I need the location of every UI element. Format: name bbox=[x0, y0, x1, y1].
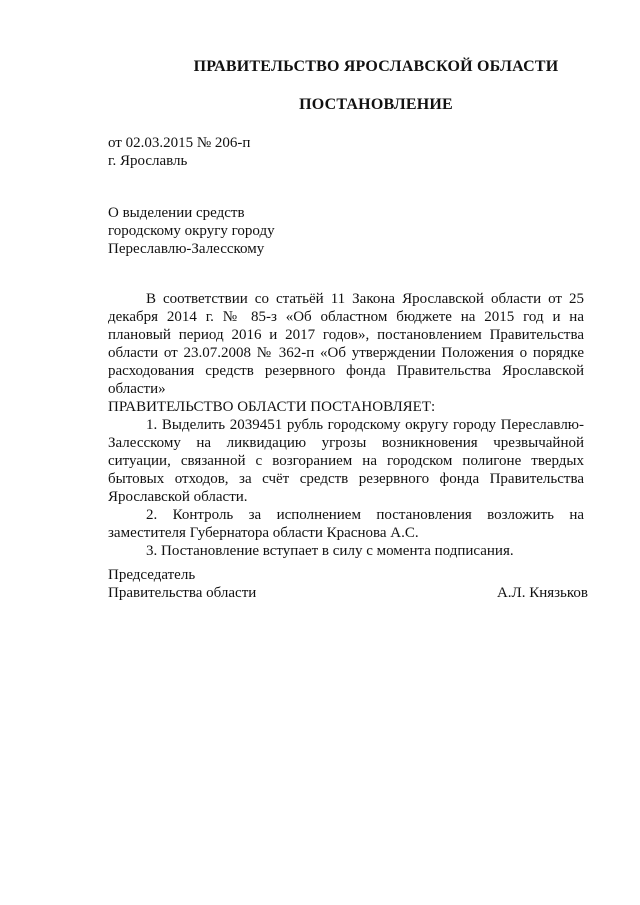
subject-line-1: О выделении средств bbox=[108, 205, 245, 221]
date-number: от 02.03.2015 № 206-п bbox=[108, 135, 251, 151]
item-2-paragraph: 2. Контроль за исполнением постановления возложить на заместителя Губернатора области Краснова А.С. bbox=[108, 507, 584, 541]
preamble-paragraph: В соответствии со статьёй 11 Закона Ярославской области от 25 декабря 2014 г. № 85-з «Об областном бюджете на 2015 год и на плановый период 2016 и 2017 годов», постановлением Правительства области от 23.07.2008 № 362-п «Об утверждении Положения о порядке расходования средств резервного фонда Правительства Ярославской области» bbox=[108, 291, 584, 397]
document-type-title: ПОСТАНОВЛЕНИЕ bbox=[299, 96, 453, 113]
resolves-line: ПРАВИТЕЛЬСТВО ОБЛАСТИ ПОСТАНОВЛЯЕТ: bbox=[108, 399, 436, 415]
item-1-paragraph: 1. Выделить 2039451 рубль городскому округу городу Переславлю-Залесскому на ликвидацию угрозы возникновения чрезвычайной ситуации, связанной с возгоранием на городском полигоне твердых бытовых отходов, за счёт средств резервного фонда Правительства Ярославской области. bbox=[108, 417, 584, 505]
document-meta bbox=[108, 134, 250, 170]
document-subject bbox=[108, 204, 275, 258]
subject-line-2: городскому округу городу bbox=[108, 223, 275, 239]
signature-block bbox=[108, 566, 588, 602]
signatory-title-line-2: Правительства области bbox=[108, 585, 257, 601]
signatory-title-line-1: Председатель bbox=[108, 567, 196, 583]
city: г. Ярославль bbox=[108, 153, 188, 169]
signature-row bbox=[108, 584, 588, 602]
item-3-paragraph: 3. Постановление вступает в силу с момента подписания. bbox=[146, 543, 514, 559]
signatory-name: А.Л. Князьков bbox=[496, 585, 588, 601]
government-title: ПРАВИТЕЛЬСТВО ЯРОСЛАВСКОЙ ОБЛАСТИ bbox=[193, 58, 559, 75]
document-body bbox=[108, 290, 584, 560]
subject-line-3: Переславлю-Залесскому bbox=[108, 241, 265, 257]
